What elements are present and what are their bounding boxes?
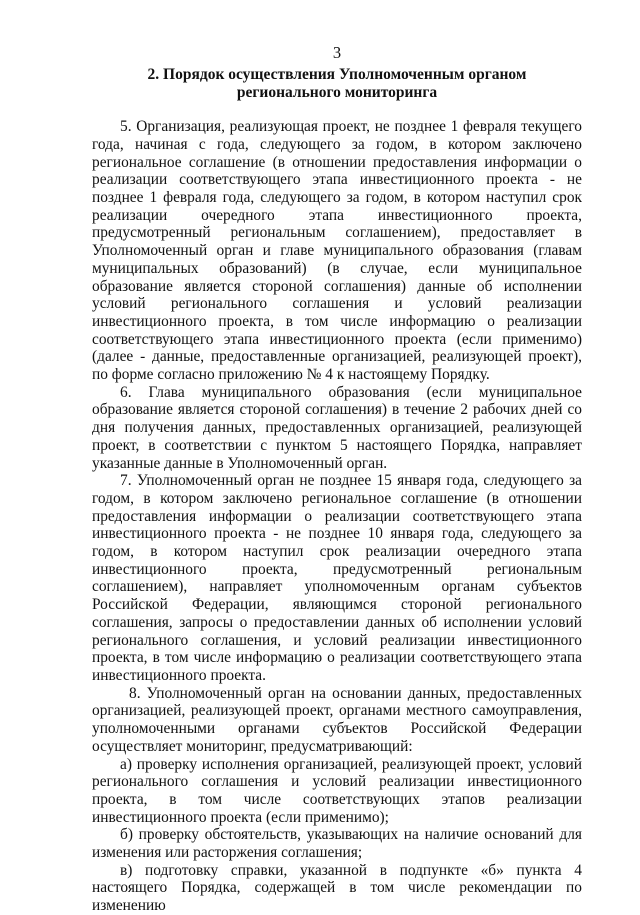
paragraph-8: 8. Уполномоченный орган на основании данных, предоставленных организацией, реализующей проект, органами местного самоуправления, уполномоченными органами субъектов Российской Федерации осуществляет мониторинг, предусматривающий:: [92, 684, 582, 755]
page-number: 3: [332, 43, 342, 62]
paragraph-7: 7. Уполномоченный орган не позднее 15 января года, следующего за годом, в котором заключено региональное соглашение (в отношении предоставления информации о реализации соответствующего этапа инвестиционного проекта - не позднее 10 января года, следующего за годом, в котором наступил срок реализации очередного этапа инвестиционного проекта, предусмотренный региональным соглашением), направляет уполномоченным органам субъектов Российской Федерации, являющимся стороной регионального соглашения, запросы о предоставлении данных об исполнении условий регионального соглашения, и условий реализации инвестиционного проекта, в том числе информацию о реализации соответствующего этапа инвестиционного проекта.: [92, 472, 582, 684]
subparagraph-a: а) проверку исполнения организацией, реализующей проект, условий регионального соглашения и условий реализации инвестиционного проекта, в том числе соответствующих этапов реализации инвестиционного проекта (если применимо);: [92, 755, 582, 826]
section-title: [92, 66, 582, 101]
section-title-line-1: 2. Порядок осуществления Уполномоченным органом: [147, 66, 527, 83]
paragraph-6: 6. Глава муниципального образования (если муниципальное образование является стороной соглашения) в течение 2 рабочих дней со дня получения данных, предоставленных организацией, реализующей проект, в соответствии с пунктом 5 настоящего Порядка, направляет указанные данные в Уполномоченный орган.: [92, 383, 582, 472]
subparagraph-v: в) подготовку справки, указанной в подпункте «б» пункта 4 настоящего Порядка, содержащей в том числе рекомендации по изменению: [92, 861, 582, 915]
paragraph-5: 5. Организация, реализующая проект, не позднее 1 февраля текущего года, начиная с года, следующего за годом, в котором заключено региональное соглашение (в отношении предоставления информации о реализации соответствующего этапа инвестиционного проекта - не позднее 1 февраля года, следующего за годом, в котором наступил срок реализации очередного этапа инвестиционного проекта, предусмотренный региональным соглашением), предоставляет в Уполномоченный орган и главе муниципального образования (главам муниципальных образований) (в случае, если муниципальное образование является стороной соглашения) данные об исполнении условий регионального соглашения и условий реализации инвестиционного проекта, в том числе информацию о реализации соответствующего этапа инвестиционного проекта (если применимо) (далее - данные, предоставленные организацией, реализующей проект), по форме согласно приложению № 4 к настоящему Порядку.: [92, 118, 582, 384]
section-title-line-2: регионального мониторинга: [236, 83, 438, 101]
subparagraph-b: б) проверку обстоятельств, указывающих на наличие оснований для изменения или расторжения соглашения;: [92, 826, 582, 862]
